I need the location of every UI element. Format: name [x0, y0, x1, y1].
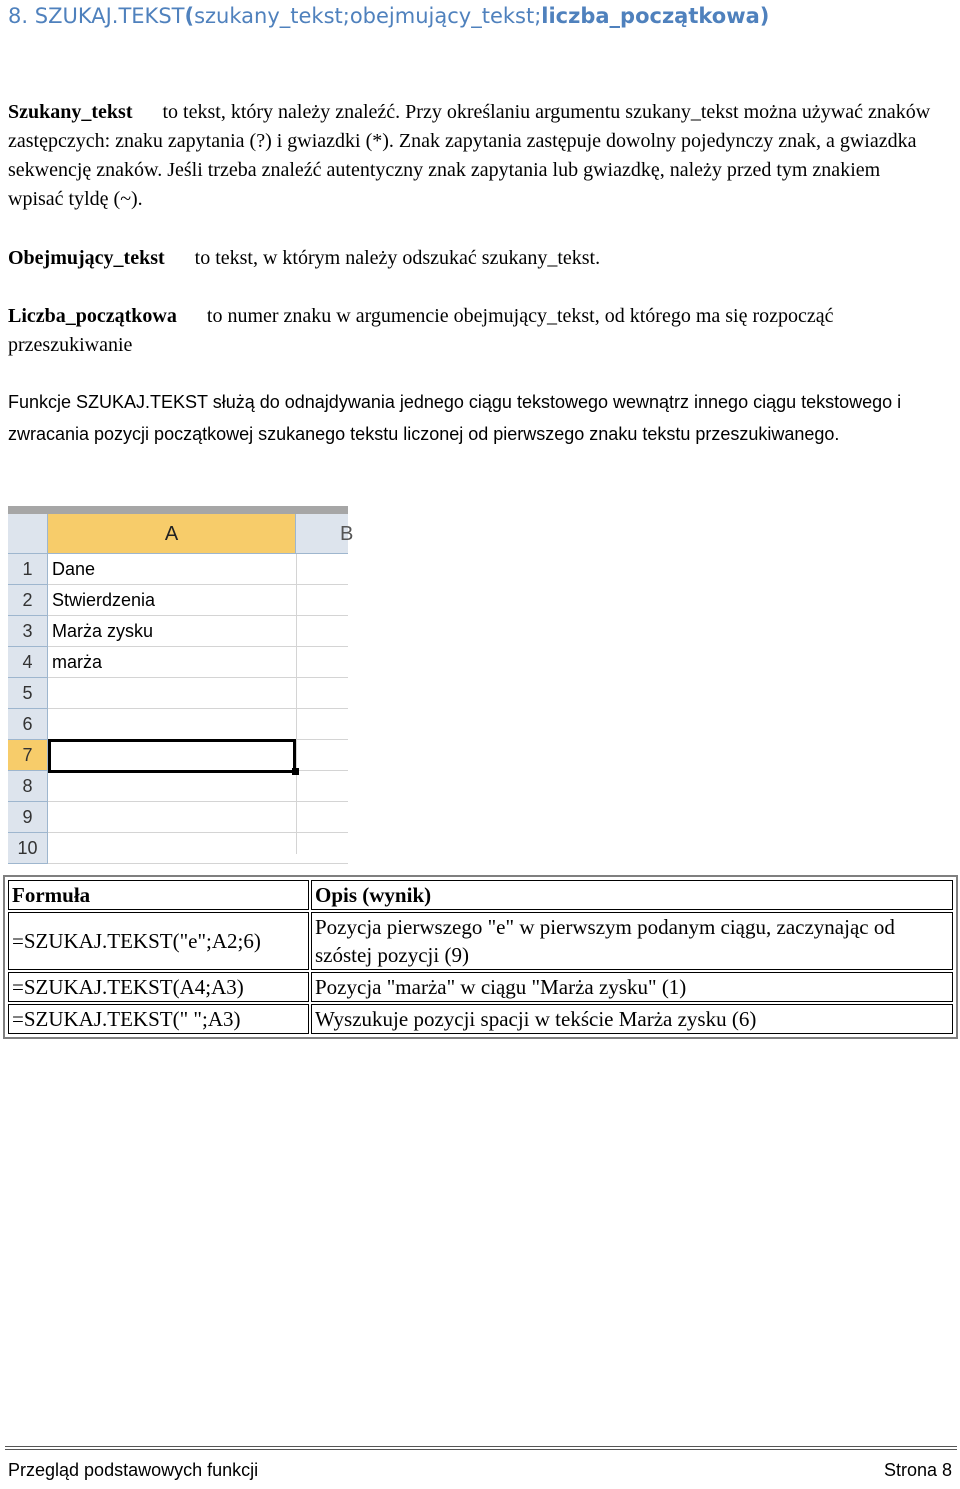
description-cell: Wyszukuje pozycji spacji w tekście Marża zysku (6): [311, 1004, 953, 1034]
row-header-selected: 7: [8, 740, 48, 771]
cell-a9: [48, 802, 348, 833]
sheet-row: [8, 585, 348, 616]
arg-term: Liczba_początkowa: [8, 305, 177, 327]
sheet-row: [8, 709, 348, 740]
description-cell: Pozycja pierwszego "e" w pierwszym podanym ciągu, zaczynając od szóstej pozycji (9): [311, 912, 953, 970]
row-header: 5: [8, 678, 48, 709]
formula-table: [3, 875, 958, 1039]
row-header: 3: [8, 616, 48, 647]
cell-a10: [48, 833, 348, 864]
header-description: Opis (wynik): [311, 880, 953, 910]
page-title: [8, 4, 769, 28]
table-header-row: [8, 880, 953, 910]
footer-page-number: Strona 8: [883, 1460, 952, 1480]
formula-cell: =SZUKAJ.TEKST(A4;A3): [8, 972, 309, 1002]
title-args: szukany_tekst;obejmujący_tekst;: [194, 4, 542, 28]
formula-cell: =SZUKAJ.TEKST(" ";A3): [8, 1004, 309, 1034]
formula-cell: =SZUKAJ.TEKST("e";A2;6): [8, 912, 309, 970]
row-header: 4: [8, 647, 48, 678]
footer-divider: [5, 1446, 957, 1450]
footer-document-title: Przegląd podstawowych funkcji: [8, 1460, 259, 1480]
row-header: 2: [8, 585, 48, 616]
column-header-b: B: [296, 514, 348, 554]
header-formula: Formuła: [8, 880, 309, 910]
excel-screenshot: [8, 506, 354, 858]
arg-term: Obejmujący_tekst: [8, 247, 165, 269]
cell-a1: Dane: [48, 554, 348, 585]
sheet-row: [8, 616, 348, 647]
arg-obejmujacy-tekst: [8, 244, 940, 273]
table-row: [8, 1004, 953, 1034]
sheet-row: [8, 678, 348, 709]
row-header: 6: [8, 709, 48, 740]
title-number: 8.: [8, 4, 29, 28]
arg-term: Szukany_tekst: [8, 101, 133, 123]
cell-a3: Marża zysku: [48, 616, 348, 647]
row-header: 1: [8, 554, 48, 585]
select-all-corner: [8, 514, 48, 554]
cell-a5: [48, 678, 348, 709]
arg-desc: to tekst, który należy znaleźć. Przy określaniu argumentu szukany_tekst można używać znaków zastępczych: znaku zapytania (?) i gwiazdki (*). Znak zapytania zastępuje dowolny pojedynczy znak, a gwiazdka sekwencję znaków. Jeśli trzeba znaleźć autentyczny znak zapytania lub gwiazdkę, należy przed tym znakiem wpisać tyldę (~).: [8, 101, 931, 210]
excel-toolbar-edge: [8, 506, 348, 514]
row-header: 10: [8, 833, 48, 864]
row-header: 9: [8, 802, 48, 833]
sheet-row: [8, 771, 348, 802]
arg-liczba-poczatkowa: [8, 302, 940, 360]
title-open-paren: (: [184, 4, 195, 28]
arg-desc: to numer znaku w argumencie obejmujący_tekst, od którego ma się rozpocząć przeszukiwanie: [8, 305, 834, 356]
title-close-paren: ): [759, 4, 770, 28]
sheet-row: [8, 647, 348, 678]
cell-a6: [48, 709, 348, 740]
arg-szukany-tekst: [8, 98, 940, 214]
cell-a8: [48, 771, 348, 802]
row-header: 8: [8, 771, 48, 802]
description-cell: Pozycja "marża" w ciągu "Marża zysku" (1): [311, 972, 953, 1002]
active-cell-border: [48, 739, 296, 773]
table-row: [8, 912, 953, 970]
sheet-row: [8, 554, 348, 585]
cell-a4: marża: [48, 647, 348, 678]
arg-desc: to tekst, w którym należy odszukać szukany_tekst.: [194, 247, 601, 269]
title-function: SZUKAJ.TEKST: [34, 4, 185, 28]
cell-a2: Stwierdzenia: [48, 585, 348, 616]
function-note: Funkcje SZUKAJ.TEKST służą do odnajdywania jednego ciągu tekstowego wewnątrz innego ciągu tekstowego i zwracania pozycji początkowej szukanego tekstu liczonej od pierwszego znaku tekstu przeszukiwanego.: [8, 392, 902, 444]
sheet-row: [8, 833, 348, 864]
column-header-a: A: [48, 514, 296, 554]
fill-handle: [292, 768, 299, 775]
title-last-arg: liczba_początkowa: [541, 4, 760, 28]
sheet-row: [8, 802, 348, 833]
table-row: [8, 972, 953, 1002]
